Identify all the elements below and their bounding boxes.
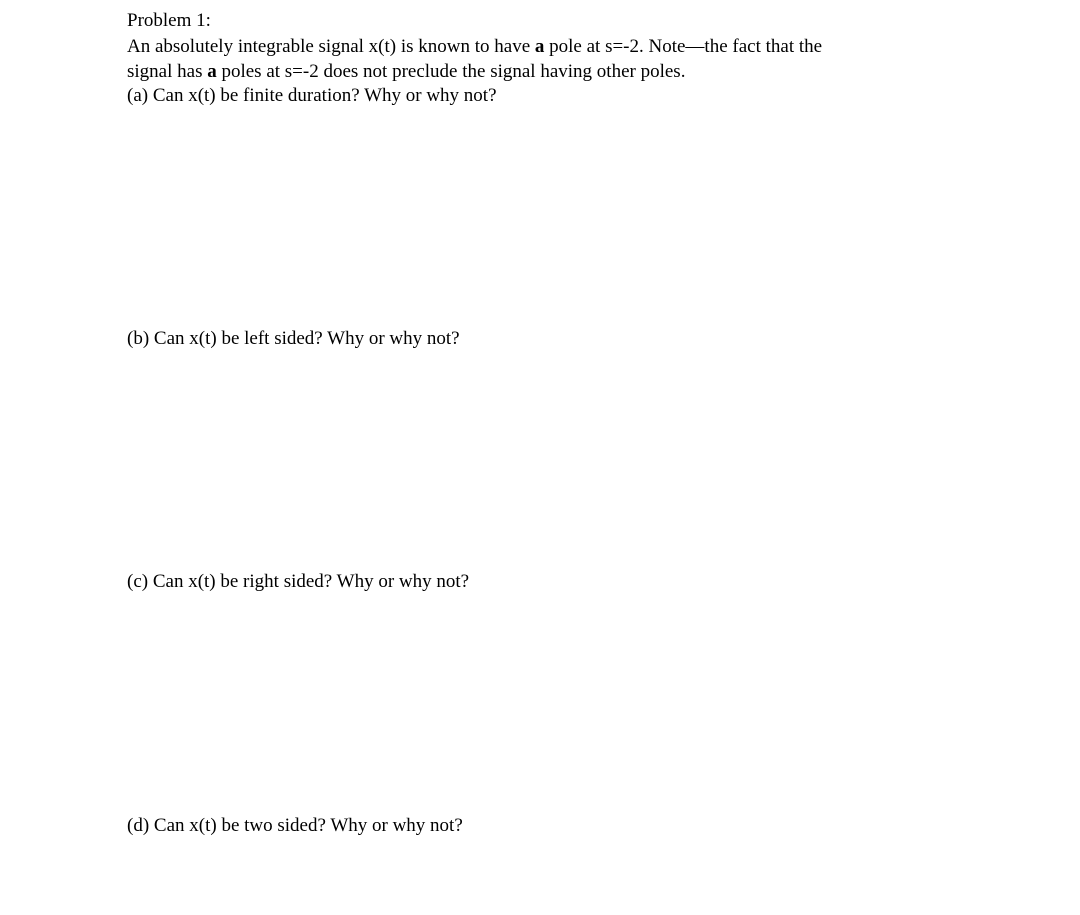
question-b: (b) Can x(t) be left sided? Why or why not? [127, 328, 460, 349]
statement-text: pole at s=-2. Note—the fact that the [544, 36, 823, 57]
problem-statement-line-2 [127, 61, 685, 83]
question-d: (d) Can x(t) be two sided? Why or why not? [127, 815, 463, 836]
statement-bold-word: a [534, 36, 545, 57]
question-a: (a) Can x(t) be finite duration? Why or why not? [127, 85, 497, 106]
problem-statement-line-1 [127, 36, 822, 58]
statement-bold-word: a [207, 61, 217, 82]
problem-heading: Problem 1: [127, 10, 211, 31]
question-c: (c) Can x(t) be right sided? Why or why not? [127, 571, 470, 592]
statement-text: poles at s=-2 does not preclude the signal having other poles. [216, 61, 686, 82]
statement-text: An absolutely integrable signal x(t) is known to have [127, 36, 535, 57]
statement-text: signal has [127, 61, 208, 82]
